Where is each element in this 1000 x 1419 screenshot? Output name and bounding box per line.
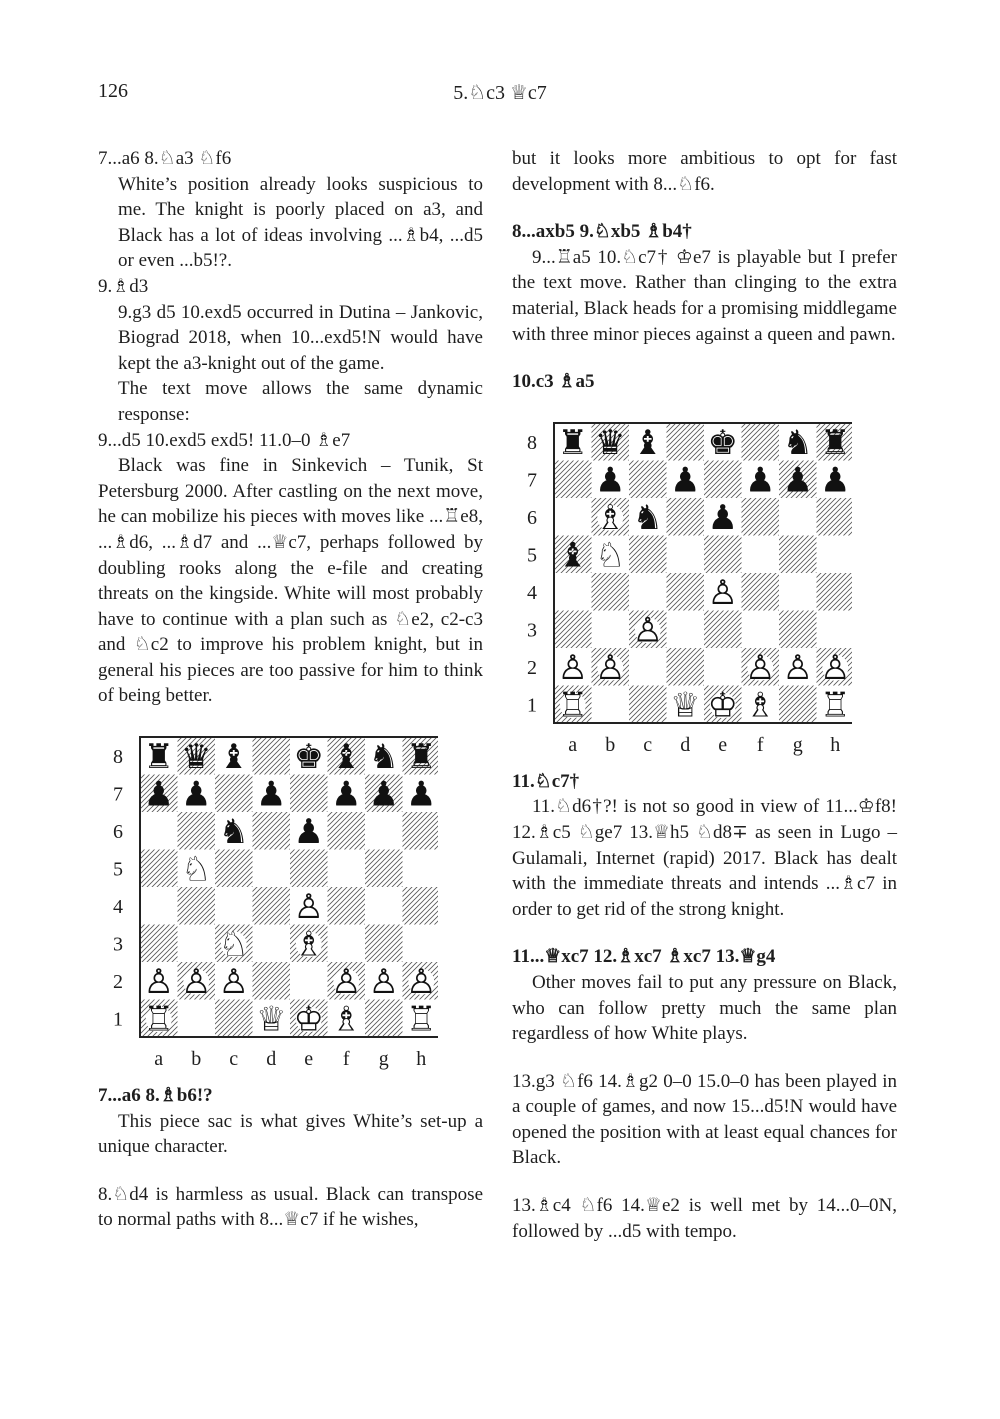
- rank-label: 6: [527, 506, 537, 529]
- rank-label: 5: [113, 858, 123, 881]
- white-king-icon: ♔: [293, 999, 324, 1040]
- dark-square-g3: [365, 925, 403, 963]
- rank-label: 3: [527, 619, 537, 641]
- black-bishop-icon: ♝: [632, 422, 663, 463]
- black-king-icon: ♚: [293, 736, 324, 777]
- dark-square-f4: [742, 573, 780, 611]
- black-bishop-icon: ♝: [218, 736, 249, 777]
- variation-line: 7...a6 8.♘a3 ♘f6: [98, 148, 232, 169]
- light-square-f5: [742, 535, 780, 573]
- light-square-d3: [253, 925, 291, 963]
- light-square-d5: [667, 535, 705, 573]
- dark-square-c1: [629, 685, 667, 723]
- file-label: c: [229, 1048, 239, 1071]
- rank-label: 8: [527, 431, 537, 454]
- dark-square-d8: [667, 423, 705, 461]
- black-king-icon: ♚: [707, 422, 738, 463]
- white-rook-icon: ♖: [820, 685, 851, 725]
- dark-square-g5: [779, 535, 817, 573]
- light-square-d3: [667, 610, 705, 648]
- light-square-h5: [403, 850, 439, 888]
- rank-label: 1: [113, 1008, 123, 1031]
- file-label: g: [792, 733, 803, 756]
- light-square-a4: [554, 573, 592, 611]
- light-square-f5: [328, 850, 366, 888]
- light-square-g4: [365, 887, 403, 925]
- file-label: e: [304, 1048, 314, 1071]
- light-square-c2: [629, 648, 667, 686]
- chess-diagram-2: [512, 417, 897, 769]
- dark-square-b4: [178, 887, 216, 925]
- rank-label: 3: [113, 933, 123, 956]
- white-rook-icon: ♖: [143, 999, 174, 1040]
- dark-square-c1: [215, 1000, 253, 1038]
- light-square-e2: [290, 962, 328, 1000]
- dark-square-c5: [629, 535, 667, 573]
- black-pawn-icon: ♟: [331, 774, 362, 815]
- file-label: g: [378, 1048, 389, 1071]
- light-square-a4: [140, 887, 178, 925]
- light-square-d5: [253, 850, 291, 888]
- light-square-c4: [215, 887, 253, 925]
- rank-label: 1: [527, 694, 537, 716]
- white-bishop-icon: ♗: [745, 685, 776, 725]
- move-heading: 7...a6 8.♗b6!?: [98, 1085, 213, 1107]
- white-knight-icon: ♘: [595, 535, 626, 575]
- rank-label: 7: [527, 469, 537, 491]
- white-knight-icon: ♘: [181, 849, 212, 890]
- white-pawn-icon: ♙: [331, 961, 362, 1002]
- black-pawn-icon: ♟: [782, 460, 813, 500]
- file-label: d: [266, 1048, 277, 1071]
- dark-square-b6: [178, 812, 216, 850]
- light-square-f3: [328, 925, 366, 963]
- chess-board: [512, 417, 852, 769]
- white-pawn-icon: ♙: [406, 961, 437, 1002]
- rank-label: 8: [113, 745, 123, 768]
- black-rook-icon: ♜: [820, 422, 851, 463]
- white-pawn-icon: ♙: [143, 961, 174, 1002]
- black-pawn-icon: ♟: [256, 774, 287, 815]
- dark-square-c7: [215, 775, 253, 813]
- paragraph: Other moves fail to put any pressure on Black, who can follow pretty much the same plan regardless of how White plays.: [512, 971, 897, 1045]
- file-label: f: [342, 1048, 350, 1071]
- rank-label: 4: [527, 581, 537, 604]
- dark-square-d6: [667, 498, 705, 536]
- move-heading: 8...axb5 9.♘xb5 ♗b4†: [512, 221, 692, 243]
- paragraph: 13.♗c4 ♘f6 14.♕e2 is well met by 14...0–0N, followed by ...d5 with tempo.: [512, 1195, 897, 1242]
- white-bishop-icon: ♗: [331, 999, 362, 1040]
- dark-square-c5: [215, 850, 253, 888]
- dark-square-e3: [704, 610, 742, 648]
- file-label: b: [191, 1048, 202, 1071]
- black-bishop-icon: ♝: [557, 535, 588, 575]
- rank-label: 5: [527, 544, 537, 566]
- light-square-g4: [779, 573, 817, 611]
- white-pawn-icon: ♙: [595, 647, 626, 688]
- light-square-g6: [779, 498, 817, 536]
- black-pawn-icon: ♟: [670, 460, 701, 500]
- dark-square-e7: [290, 775, 328, 813]
- black-pawn-icon: ♟: [745, 460, 776, 500]
- variation-line: 9...d5 10.exd5 exd5! 11.0–0 ♗e7: [98, 429, 351, 451]
- running-head: 5.♘c3 ♕c7: [453, 82, 547, 104]
- light-square-h5: [817, 535, 853, 573]
- dark-square-a3: [140, 925, 178, 963]
- file-label: f: [756, 733, 764, 756]
- black-knight-icon: ♞: [632, 497, 663, 538]
- dark-square-d2: [253, 962, 291, 1000]
- dark-square-f8: [742, 423, 780, 461]
- light-square-h3: [403, 925, 439, 963]
- black-pawn-icon: ♟: [181, 774, 212, 815]
- dark-square-c7: [629, 460, 667, 498]
- light-square-g6: [365, 812, 403, 850]
- dark-square-g3: [779, 610, 817, 648]
- black-knight-icon: ♞: [368, 736, 399, 777]
- dark-square-d2: [667, 648, 705, 686]
- file-label: h: [416, 1048, 427, 1071]
- rank-label: 6: [113, 820, 123, 843]
- page-number: 126: [98, 80, 128, 102]
- left-column: [98, 146, 483, 1233]
- light-square-h3: [817, 610, 853, 648]
- dark-square-h6: [817, 498, 853, 536]
- dark-square-g5: [365, 850, 403, 888]
- dark-square-h4: [403, 887, 439, 925]
- white-pawn-icon: ♙: [218, 961, 249, 1002]
- white-bishop-icon: ♗: [293, 924, 324, 965]
- paragraph: 8.♘d4 is harmless as usual. Black can transpose to normal paths with 8...♕c7 if he wishes,: [98, 1183, 483, 1231]
- move-heading: 11.♘c7†: [512, 770, 580, 792]
- dark-square-d6: [253, 812, 291, 850]
- file-label: a: [154, 1048, 164, 1071]
- dark-square-g1: [365, 1000, 403, 1038]
- dark-square-e5: [704, 535, 742, 573]
- white-queen-icon: ♕: [670, 685, 701, 725]
- right-column: [512, 146, 897, 1244]
- move-heading: 11...♕xc7 12.♗xc7 ♗xc7 13.♕g4: [512, 946, 776, 968]
- dark-square-g1: [779, 685, 817, 723]
- white-king-icon: ♔: [707, 685, 738, 725]
- light-square-c4: [629, 573, 667, 611]
- paragraph: 13.g3 ♘f6 14.♗g2 0–0 15.0–0 has been played in a couple of games, and now 15...d5!N would have opened the position with at least equal chances for Black.: [512, 1070, 897, 1169]
- paragraph: but it looks more ambitious to opt for fast development with 8...♘f6.: [512, 148, 897, 195]
- light-square-b3: [178, 925, 216, 963]
- dark-square-d4: [667, 573, 705, 611]
- rank-label: 2: [527, 656, 537, 679]
- black-queen-icon: ♛: [181, 736, 212, 777]
- white-rook-icon: ♖: [406, 999, 437, 1040]
- light-square-b1: [178, 1000, 216, 1038]
- white-pawn-icon: ♙: [293, 886, 324, 927]
- light-square-e2: [704, 648, 742, 686]
- black-queen-icon: ♛: [595, 422, 626, 463]
- file-label: c: [643, 733, 653, 756]
- paragraph: 11.♘d6†?! is not so good in view of 11...♔f8! 12.♗c5 ♘ge7 13.♕h5 ♘d8∓ as seen in Lugo – Gulamali, Internet (rapid) 2017. Black has dealt with the immediate threats and intends ...♗c7 in order to get rid of the strong knight.: [512, 796, 897, 920]
- dark-square-f6: [742, 498, 780, 536]
- light-square-a6: [140, 812, 178, 850]
- file-label: b: [605, 733, 616, 756]
- file-label: d: [680, 733, 691, 756]
- black-bishop-icon: ♝: [331, 736, 362, 777]
- dark-square-e5: [290, 850, 328, 888]
- dark-square-d4: [253, 887, 291, 925]
- white-pawn-icon: ♙: [707, 572, 738, 613]
- black-pawn-icon: ♟: [707, 497, 738, 538]
- dark-square-f4: [328, 887, 366, 925]
- white-pawn-icon: ♙: [820, 647, 851, 688]
- dark-square-a7: [554, 460, 592, 498]
- white-pawn-icon: ♙: [745, 647, 776, 688]
- black-rook-icon: ♜: [406, 736, 437, 777]
- dark-square-f6: [328, 812, 366, 850]
- paragraph: 9.g3 d5 10.exd5 occurred in Dutina – Jankovic, Biograd 2018, when 10...exd5!N would have kept the a3-knight out of the game.: [118, 301, 483, 374]
- light-square-a6: [554, 498, 592, 536]
- white-bishop-icon: ♗: [595, 497, 626, 538]
- black-knight-icon: ♞: [218, 811, 249, 852]
- rank-label: 2: [113, 970, 123, 993]
- light-square-b3: [592, 610, 630, 648]
- file-label: e: [718, 733, 728, 756]
- white-pawn-icon: ♙: [368, 961, 399, 1002]
- paragraph: This piece sac is what gives White’s set-up a unique character.: [98, 1110, 483, 1158]
- black-pawn-icon: ♟: [595, 460, 626, 500]
- dark-square-d8: [253, 737, 291, 775]
- file-label: h: [830, 733, 841, 756]
- paragraph: White’s position already looks suspicious to me. The knight is poorly placed on a3, and Black has a lot of ideas involving ...♗b4, ...d5 or even ...b5!?.: [118, 173, 483, 272]
- dark-square-a3: [554, 610, 592, 648]
- dark-square-b4: [592, 573, 630, 611]
- white-knight-icon: ♘: [218, 924, 249, 965]
- move-heading: 10.c3 ♗a5: [512, 371, 595, 393]
- white-pawn-icon: ♙: [181, 961, 212, 1002]
- white-pawn-icon: ♙: [557, 647, 588, 688]
- black-pawn-icon: ♟: [820, 460, 851, 500]
- white-rook-icon: ♖: [557, 685, 588, 725]
- dark-square-h4: [817, 573, 853, 611]
- black-pawn-icon: ♟: [406, 774, 437, 815]
- paragraph: The text move allows the same dynamic response:: [118, 378, 483, 425]
- black-rook-icon: ♜: [557, 422, 588, 463]
- chess-board: [98, 731, 438, 1083]
- file-label: a: [568, 733, 578, 756]
- light-square-f3: [742, 610, 780, 648]
- paragraph: Black was fine in Sinkevich – Tunik, St Petersburg 2000. After castling on the next move, he can mobilize his pieces with moves like ...♖e8, ...♗d6, ...♗d7 and ...♕c7, perhaps followed by doubling rooks along the e-file and creating threats on the kingside. White will most probably have to continue with a plan such as ♘e2, c2-c3 and ♘c2 to improve his problem knight, but in general his pieces are too passive for him to think of being better.: [98, 455, 483, 707]
- chess-diagram-1: [98, 731, 483, 1083]
- black-pawn-icon: ♟: [143, 774, 174, 815]
- black-pawn-icon: ♟: [368, 774, 399, 815]
- white-queen-icon: ♕: [256, 999, 287, 1040]
- light-square-b1: [592, 685, 630, 723]
- white-pawn-icon: ♙: [782, 647, 813, 688]
- dark-square-a5: [140, 850, 178, 888]
- dark-square-e7: [704, 460, 742, 498]
- dark-square-h6: [403, 812, 439, 850]
- black-pawn-icon: ♟: [293, 811, 324, 852]
- rank-label: 4: [113, 895, 123, 918]
- black-knight-icon: ♞: [782, 422, 813, 463]
- paragraph: 9...♖a5 10.♘c7† ♔e7 is playable but I prefer the text move. Rather than clinging to the extra material, Black heads for a promising middlegame with three minor pieces against a queen and pawn.: [512, 246, 897, 345]
- black-rook-icon: ♜: [143, 736, 174, 777]
- rank-label: 7: [113, 783, 123, 806]
- variation-line: 9.♗d3: [98, 275, 149, 297]
- white-pawn-icon: ♙: [632, 610, 663, 650]
